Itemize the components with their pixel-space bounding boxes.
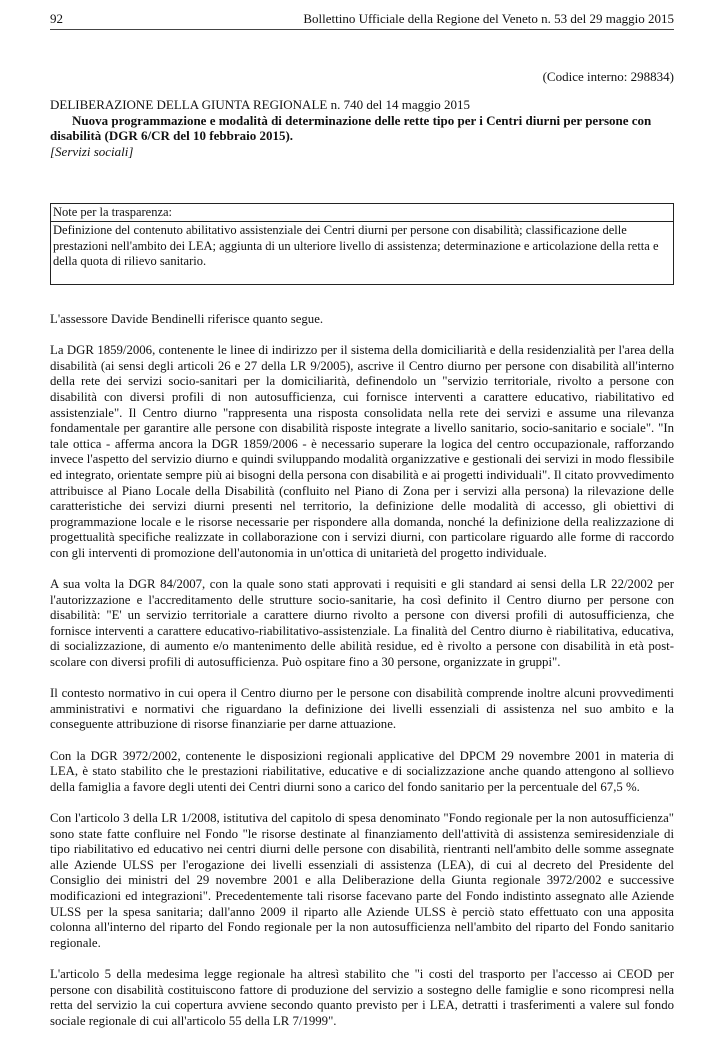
document-body (50, 312, 674, 1045)
deliberation-title-block (50, 97, 674, 159)
internal-code: (Codice interno: 298834) (542, 69, 674, 84)
transparency-notes-heading: Note per la trasparenza: (51, 204, 673, 222)
paragraph: Con la DGR 3972/2002, contenente le disposizioni regionali applicative del DPCM 29 novembre 2001 in materia di LEA, è stato stabilito che le prestazioni riabilitative, educative e di socializzazione anche quando attengono al sollievo della famiglia a favore degli utenti dei Centri diurni sono a carico del fondo sanitario per la percentuale del 67,5 %. (50, 748, 674, 794)
deliberation-category: [Servizi sociali] (50, 143, 134, 159)
page-header (50, 11, 674, 30)
paragraph: L'articolo 5 della medesima legge regionale ha altresì stabilito che "i costi del trasporto per l'accesso ai CEOD per persone con disabilità costituiscono fattore di produzione del servizio a sostegno delle famiglie e sono ricompresi nella retta del servizio la cui copertura avviene secondo quanto previsto per i LEA, detratti i trasferimenti a valere sul fondo sociale regionale di cui all'articolo 55 della LR 7/1999". (50, 966, 674, 1028)
page-number: 92 (50, 11, 63, 26)
paragraph: A sua volta la DGR 84/2007, con la quale sono stati approvati i requisiti e gli standard ai sensi della LR 22/2002 per l'autorizzazione e l'accreditamento delle strutture socio-sanitarie, ha così definito il Centro diurno per persone con disabilità: "E' un servizio territoriale a carattere diurno rivolto a persone con diversi profili di autosufficienza, che fornisce interventi a carattere educativo-riabilitativo-assistenziale. La finalità del Centro diurno è riabilitativa, educativa, di socializzazione, di aumento e/o mantenimento delle abilità residue, ed è rivolto a persone con disabilità in età post-scolare con diversi profili di autosufficienza. Può ospitare fino a 30 persone, organizzate in gruppi". (50, 577, 674, 670)
deliberation-subject: Nuova programmazione e modalità di determinazione delle rette tipo per i Centri diurni per persone con disabilità (DGR 6/CR del 10 febbraio 2015). (50, 112, 652, 143)
paragraph: Con l'articolo 3 della LR 1/2008, istitutiva del capitolo di spesa denominato "Fondo regionale per la non autosufficienza" sono state fatte confluire nel Fondo "le risorse destinate al finanziamento dell'attività di assistenza semiresidenziale di tipo riabilitativo ed educativo nei centri diurni delle persone con disabilità, rientranti nell'ambito delle somme assegnate alle Aziende ULSS per l'erogazione dei livelli essenziali di assistenza (LEA), di cui al decreto del Presidente del Consiglio dei ministri del 29 novembre 2001 e alla Deliberazione della Giunta regionale 3972/2002 e successive modificazioni ed integrazioni". Precedentemente tali risorse facevano parte del Fondo indistinto assegnato alle Aziende ULSS per la spesa sanitaria; dall'anno 2009 il riparto alle Aziende ULSS è perciò stato effettuato con una apposita colonna all'interno del riparto del Fondo regionale per la non autosufficienza nell'ambito del riparto del Fondo sanitario regionale. (50, 811, 674, 950)
transparency-notes-text: Definizione del contenuto abilitativo assistenziale dei Centri diurni per persone con disabilità; classificazione delle prestazioni nell'ambito dei LEA; aggiunta di un ulteriore livello di assistenza; determinazione e articolazione della retta e della quota di rilievo sanitario. (53, 223, 659, 268)
paragraph: L'assessore Davide Bendinelli riferisce quanto segue. (50, 312, 324, 326)
transparency-notes-box (50, 203, 674, 285)
deliberation-title: DELIBERAZIONE DELLA GIUNTA REGIONALE n. 740 del 14 maggio 2015 (50, 97, 470, 112)
paragraph: La DGR 1859/2006, contenente le linee di indirizzo per il sistema della domiciliarità e della residenzialità per l'area della disabilità (ai sensi degli articoli 26 e 27 della LR 9/2005), ascrive il Centro diurno per persone con disabilità all'interno della rete dei servizi socio-sanitari per la domiciliarità, definendolo un "servizio territoriale, rivolto a persone con disabilità con diversi profili di non autosufficienza, cui forniscе interventi a carattere educativo, riabilitativo ed assistenziale". Il Centro diurno "rappresenta una risposta consolidata nella rete dei servizi e assume una rilevanza fondamentale per garantire alle persone con disabilità risposte integrate a livello sanitario, socio-sanitario e sociale". "In tale ottica - afferma ancora la DGR 1859/2006 - è necessario superare la logica del centro occupazionale, rafforzando invece l'aspetto del servizio diurno e quindi sviluppando modalità organizzative e gestionali dei servizi in modo flessibile ed integrato, orientate sempre più ai bisogni della persona con disabilità e ai progetti individuali". Il citato provvedimento attribuisce al Piano Locale della Disabilità (confluito nel Piano di Zona per i servizi alla persona) la rilevazione delle caratteristiche dei servizi diurni presenti nel territorio, la definizione delle modalità di accesso, gli obiettivi di programmazione locale e le risorse necessarie per rispondere alla domanda, nonché la definizione della realizzazione di progettualità specifiche realizzate in collaborazione con i servizi diurni, con particolare riguardo alle forme di raccordo con gli interventi di promozione dell'autonomia in un'ottica di unitarietà del progetto individuale. (50, 343, 674, 560)
paragraph: Il contesto normativo in cui opera il Centro diurno per le persone con disabilità comprende inoltre alcuni provvedimenti amministrativi e normativi che riguardano la definizione dei livelli essenziali di assistenza nel suo ambito e la conseguente attribuzione di risorse finanziarie per darne attuazione. (50, 686, 674, 732)
journal-title: Bollettino Ufficiale della Regione del Veneto n. 53 del 29 maggio 2015 (303, 11, 674, 26)
